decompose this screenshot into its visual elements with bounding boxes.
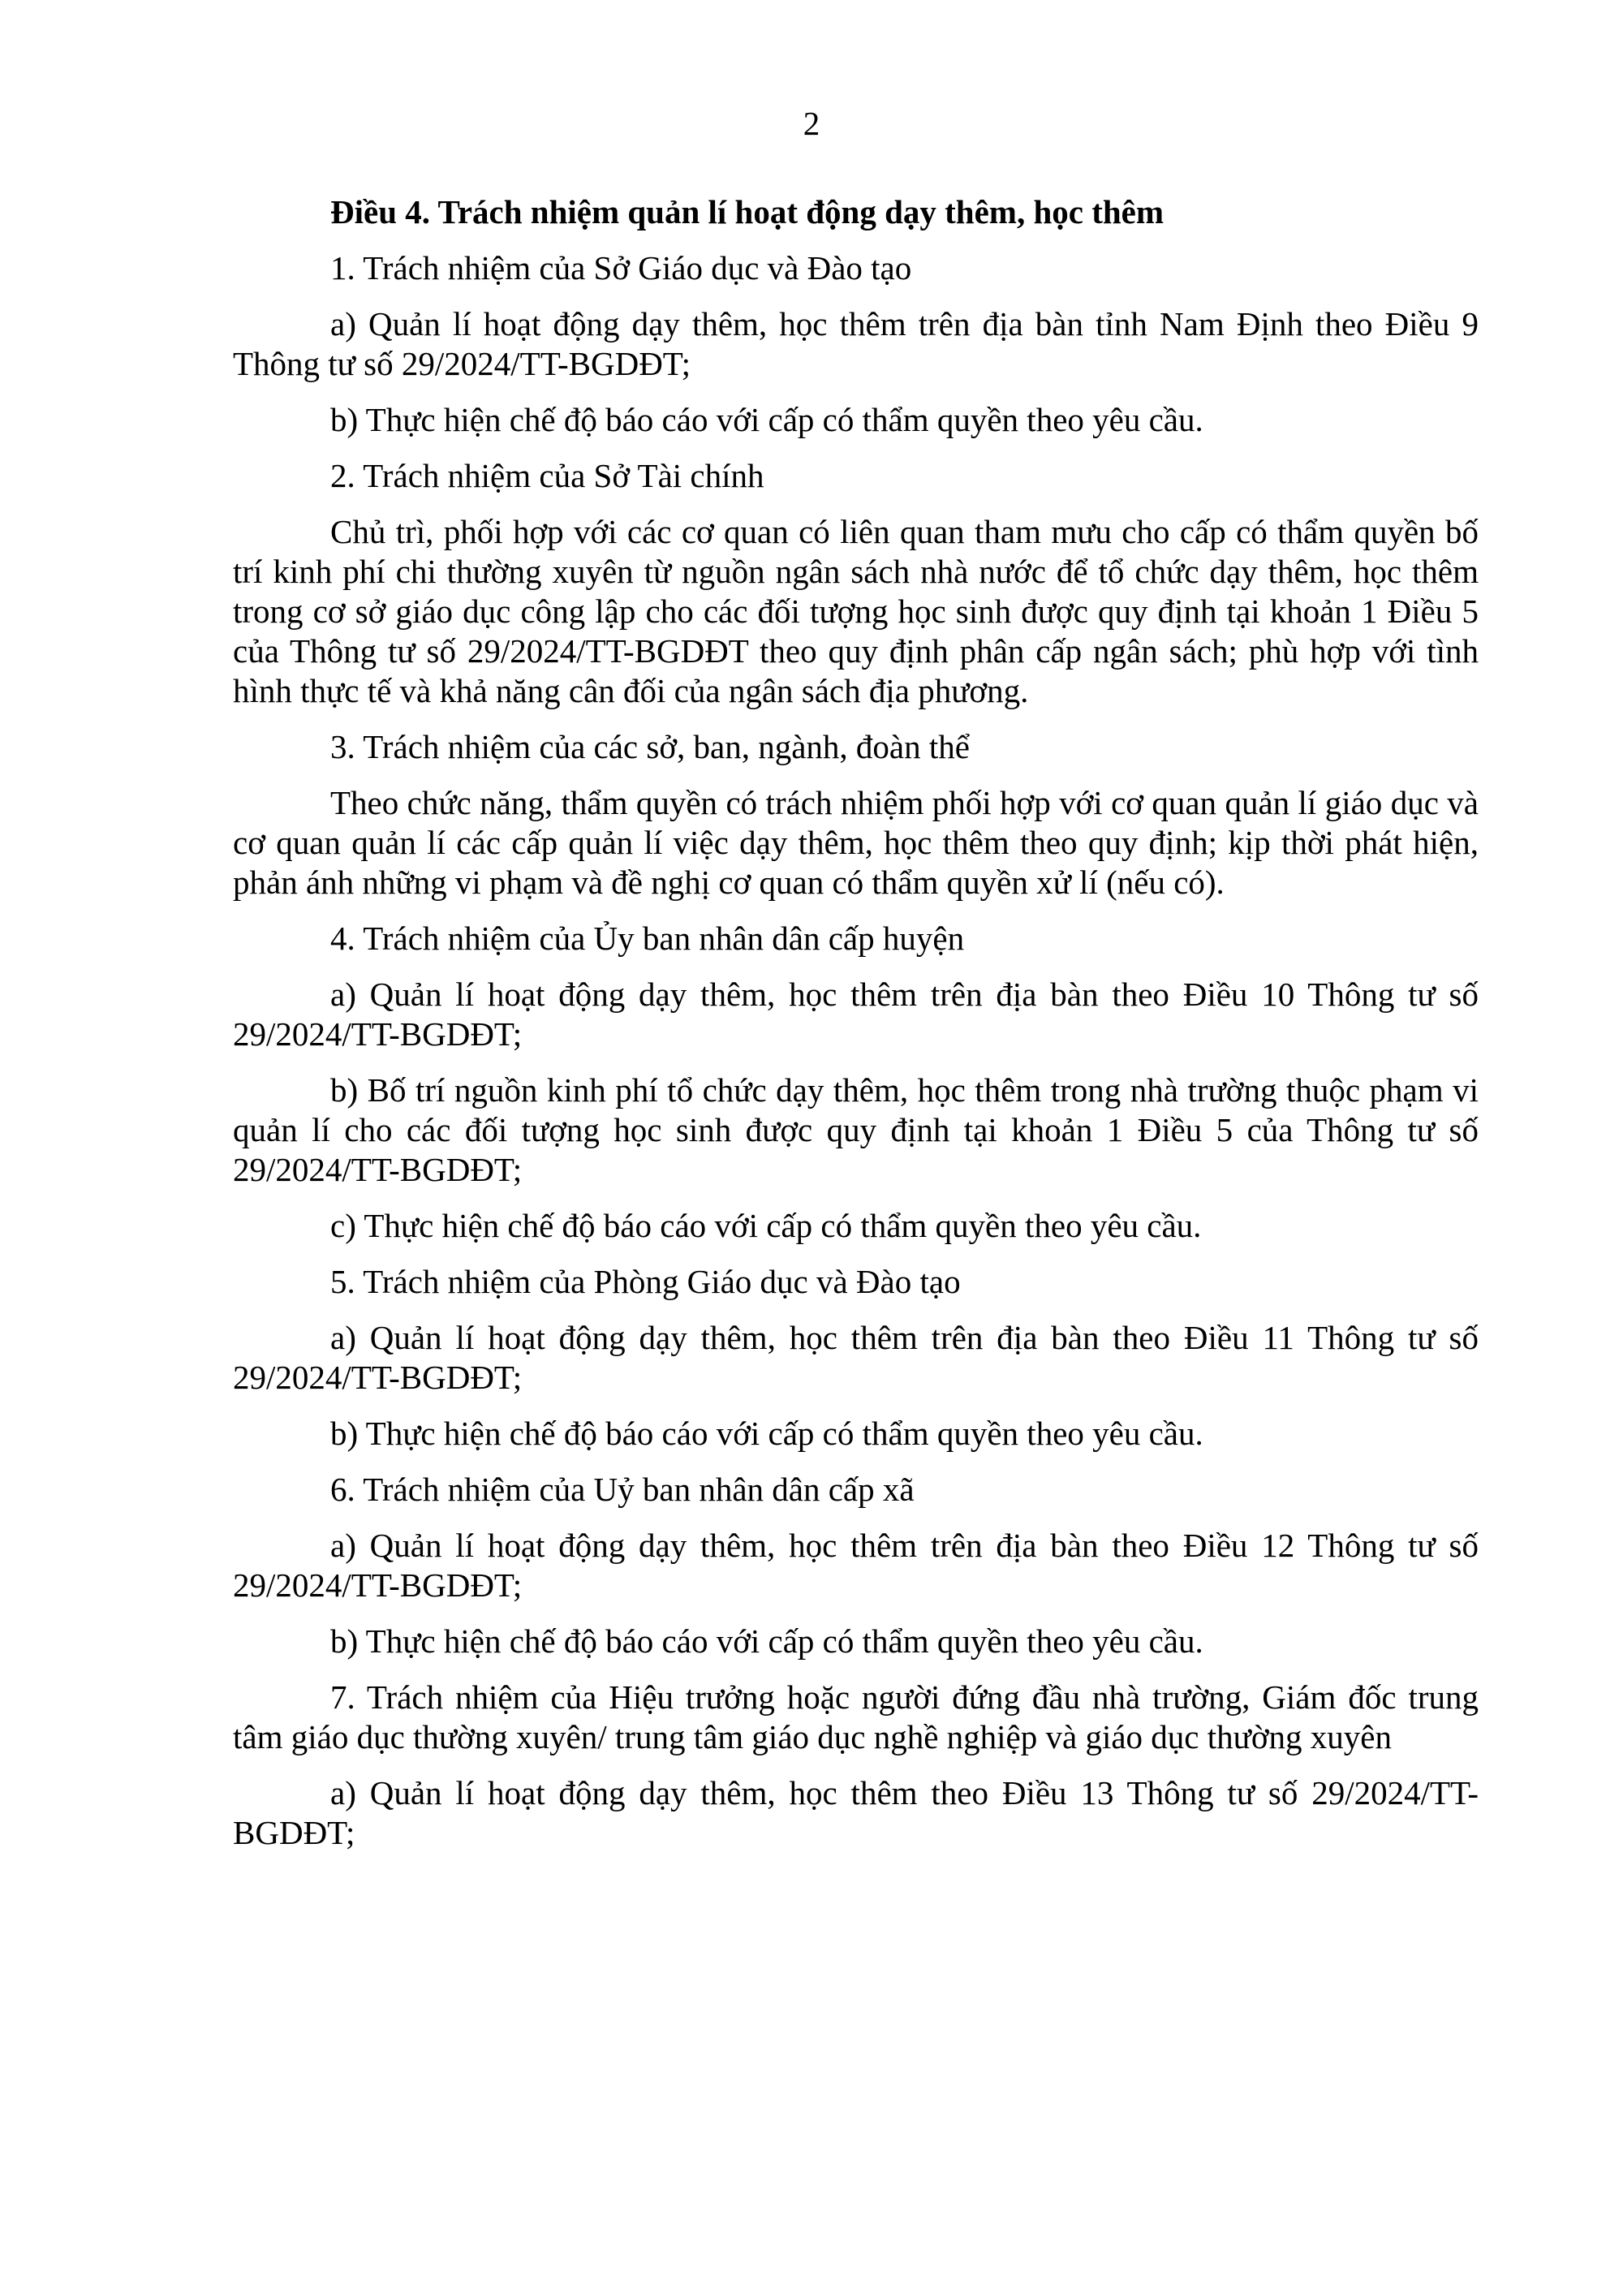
- document-body: [233, 187, 1479, 1863]
- page-number: 2: [803, 105, 820, 142]
- section-2-body: Chủ trì, phối hợp với các cơ quan có liên quan tham mưu cho cấp có thẩm quyền bố trí kinh phí chi thường xuyên từ nguồn ngân sách nhà nước để tổ chức dạy thêm, học thêm trong cơ sở giáo dục công lập cho các đối tượng học sinh được quy định tại khoản 1 Điều 5 của Thông tư số 29/2024/TT-BGDĐT theo quy định phân cấp ngân sách; phù hợp với tình hình thực tế và khả năng cân đối của ngân sách địa phương.: [233, 513, 1479, 709]
- clause-6a: a) Quản lí hoạt động dạy thêm, học thêm trên địa bàn theo Điều 12 Thông tư số 29/2024/TT-BGDĐT;: [233, 1527, 1479, 1604]
- section-3-body: Theo chức năng, thẩm quyền có trách nhiệm phối hợp với cơ quan quản lí giáo dục và cơ quan quản lí các cấp quản lí việc dạy thêm, học thêm theo quy định; kịp thời phát hiện, phản ánh những vi phạm và đề nghị cơ quan có thẩm quyền xử lí (nếu có).: [233, 784, 1479, 901]
- clause-6b: b) Thực hiện chế độ báo cáo với cấp có thẩm quyền theo yêu cầu.: [330, 1622, 1203, 1660]
- section-heading-1: 1. Trách nhiệm của Sở Giáo dục và Đào tạo: [330, 249, 912, 286]
- clause-7a: a) Quản lí hoạt động dạy thêm, học thêm theo Điều 13 Thông tư số 29/2024/TT-BGDĐT;: [233, 1774, 1479, 1851]
- section-heading-3: 3. Trách nhiệm của các sở, ban, ngành, đoàn thể: [330, 728, 970, 765]
- section-heading-7: 7. Trách nhiệm của Hiệu trưởng hoặc người đứng đầu nhà trường, Giám đốc trung tâm giáo dục thường xuyên/ trung tâm giáo dục nghề nghiệp và giáo dục thường xuyên: [233, 1678, 1479, 1755]
- clause-1a: a) Quản lí hoạt động dạy thêm, học thêm trên địa bàn tỉnh Nam Định theo Điều 9 Thông tư số 29/2024/TT-BGDĐT;: [233, 305, 1479, 382]
- clause-4a: a) Quản lí hoạt động dạy thêm, học thêm trên địa bàn theo Điều 10 Thông tư số 29/2024/TT-BGDĐT;: [233, 976, 1479, 1053]
- section-heading-5: 5. Trách nhiệm của Phòng Giáo dục và Đào tạo: [330, 1263, 961, 1300]
- clause-5a: a) Quản lí hoạt động dạy thêm, học thêm trên địa bàn theo Điều 11 Thông tư số 29/2024/TT-BGDĐT;: [233, 1319, 1479, 1396]
- clause-4b: b) Bố trí nguồn kinh phí tổ chức dạy thêm, học thêm trong nhà trường thuộc phạm vi quản lí cho các đối tượng học sinh được quy định tại khoản 1 Điều 5 của Thông tư số 29/2024/TT-BGDĐT;: [233, 1071, 1479, 1188]
- article-heading: Điều 4. Trách nhiệm quản lí hoạt động dạy thêm, học thêm: [330, 193, 1165, 230]
- section-heading-2: 2. Trách nhiệm của Sở Tài chính: [330, 457, 764, 494]
- clause-4c: c) Thực hiện chế độ báo cáo với cấp có thẩm quyền theo yêu cầu.: [330, 1207, 1202, 1244]
- clause-1b: b) Thực hiện chế độ báo cáo với cấp có thẩm quyền theo yêu cầu.: [330, 401, 1203, 438]
- section-heading-4: 4. Trách nhiệm của Ủy ban nhân dân cấp huyện: [330, 920, 965, 957]
- section-heading-6: 6. Trách nhiệm của Uỷ ban nhân dân cấp xã: [330, 1471, 915, 1508]
- clause-5b: b) Thực hiện chế độ báo cáo với cấp có thẩm quyền theo yêu cầu.: [330, 1415, 1203, 1452]
